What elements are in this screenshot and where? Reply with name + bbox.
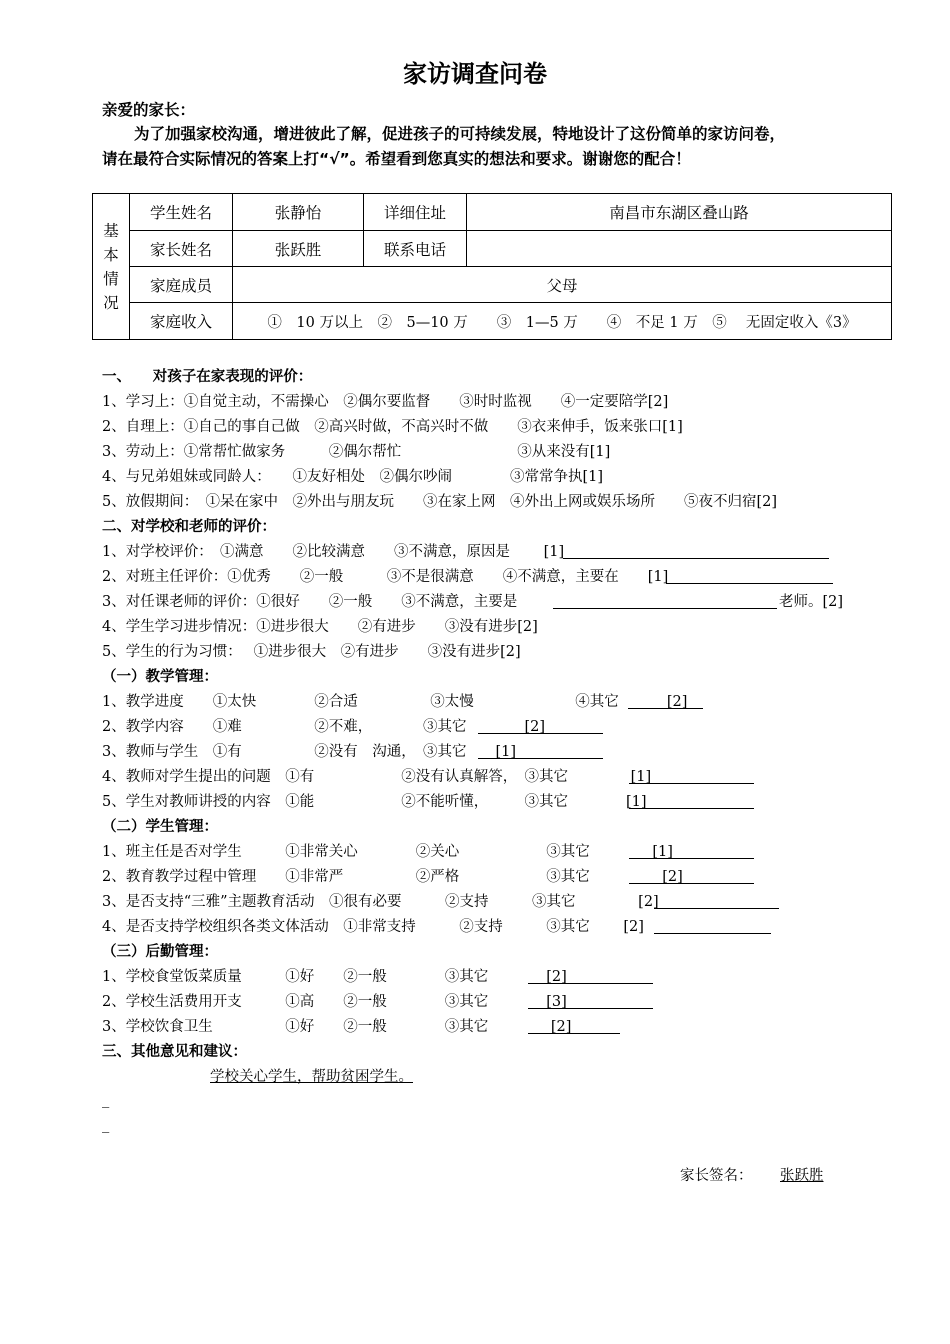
page-title: 家访调查问卷 bbox=[403, 60, 547, 88]
question-line: 2、学校生活费用开支 ①高 ②一般 ③其它 [3] bbox=[102, 994, 567, 1010]
greeting: 亲爱的家长： bbox=[102, 101, 196, 119]
address-label: 详细住址 bbox=[364, 194, 467, 231]
blank-line: _ bbox=[102, 1117, 110, 1133]
question-line: 1、学习上：①自觉主动，不需操心 ②偶尔要监督 ③时时监视 ④一定要陪学[2] bbox=[102, 394, 669, 410]
section-3-heading: 三、其他意见和建议： bbox=[102, 1043, 247, 1060]
phone bbox=[467, 231, 892, 267]
answer-underline bbox=[528, 983, 653, 984]
question-line: 3、是否支持“三雅”主题教育活动 ①很有必要 ②支持 ③其它 [2] bbox=[102, 894, 659, 910]
basic-info-side-label: 基 本 情 况 bbox=[93, 194, 130, 340]
question-line: 2、自理上：①自己的事自己做 ②高兴时做，不高兴时不做 ③衣来伸手，饭来张口[1] bbox=[102, 419, 683, 435]
question-line: 2、教育教学过程中管理 ①非常严 ②严格 ③其它 [2] bbox=[102, 869, 683, 885]
subsection-logistics-heading: （三）后勤管理： bbox=[102, 943, 218, 960]
parent-name: 张跃胜 bbox=[233, 231, 364, 267]
student-name: 张静怡 bbox=[233, 194, 364, 231]
question-line: 3、教师与学生 ①有 ②没有 沟通， ③其它 [1] bbox=[102, 744, 517, 760]
answer-underline bbox=[629, 883, 754, 884]
question-line: 2、教学内容 ①难 ②不难， ③其它 [2] bbox=[102, 719, 546, 735]
question-line: 3、劳动上：①常帮忙做家务 ②偶尔帮忙 ③从来没有[1] bbox=[102, 444, 611, 460]
answer-underline bbox=[629, 808, 754, 809]
answer-underline bbox=[628, 708, 703, 709]
answer-underline bbox=[654, 908, 779, 909]
question-line: 1、教学进度 ①太快 ②合适 ③太慢 ④其它 [2] bbox=[102, 694, 688, 710]
intro-line-1: 为了加强家校沟通，增进彼此了解，促进孩子的可持续发展，特地设计了这份简单的家访问卷， bbox=[134, 125, 786, 143]
parent-name-label: 家长姓名 bbox=[130, 231, 233, 267]
student-name-label: 学生姓名 bbox=[130, 194, 233, 231]
answer-underline bbox=[553, 608, 777, 609]
question-line-tail: 老师。[2] bbox=[779, 594, 844, 610]
question-line: 5、放假期间： ①呆在家中 ②外出与朋友玩 ③在家上网 ④外出上网或娱乐场所 ⑤夜不归宿[2] bbox=[102, 494, 778, 510]
suggestion-answer: 学校关心学生，帮助贫困学生。 bbox=[210, 1069, 413, 1085]
income-options: ① 10 万以上 ② 5—10 万 ③ 1—5 万 ④ 不足 1 万 ⑤ 无固定收入《3》 bbox=[233, 303, 892, 340]
answer-underline bbox=[629, 858, 754, 859]
subsection-student-heading: （二）学生管理： bbox=[102, 818, 218, 835]
question-line: 4、教师对学生提出的问题 ①有 ②没有认真解答， ③其它 [1] bbox=[102, 769, 652, 785]
blank-line: _ bbox=[102, 1092, 110, 1108]
signature-label: 家长签名： bbox=[680, 1168, 753, 1184]
basic-info-table bbox=[92, 193, 892, 340]
parent-signature: 张跃胜 bbox=[780, 1168, 824, 1184]
intro-line-2: 请在最符合实际情况的答案上打“√”。希望看到您真实的想法和要求。谢谢您的配合！ bbox=[102, 150, 691, 168]
family-members-label: 家庭成员 bbox=[130, 267, 233, 303]
address: 南昌市东湖区叠山路 bbox=[467, 194, 892, 231]
question-line: 4、是否支持学校组织各类文体活动 ①非常支持 ②支持 ③其它 [2] bbox=[102, 919, 644, 935]
question-line: 3、学校饮食卫生 ①好 ②一般 ③其它 [2] bbox=[102, 1019, 572, 1035]
question-line: 1、学校食堂饭菜质量 ①好 ②一般 ③其它 [2] bbox=[102, 969, 567, 985]
answer-underline bbox=[528, 1033, 620, 1034]
section-1-heading: 一、 对孩子在家表现的评价： bbox=[102, 368, 313, 385]
question-line: 3、对任课老师的评价：①很好 ②一般 ③不满意，主要是 bbox=[102, 594, 518, 610]
answer-underline bbox=[478, 758, 603, 759]
income-label: 家庭收入 bbox=[130, 303, 233, 340]
family-members: 父母 bbox=[233, 267, 892, 303]
question-line: 5、学生的行为习惯： ①进步很大 ②有进步 ③没有进步[2] bbox=[102, 644, 521, 660]
answer-underline bbox=[478, 733, 603, 734]
answer-underline bbox=[563, 558, 829, 559]
answer-underline bbox=[654, 933, 771, 934]
question-line: 1、对学校评价： ①满意 ②比较满意 ③不满意，原因是 [1] bbox=[102, 544, 565, 560]
section-2-heading: 二、对学校和老师的评价： bbox=[102, 518, 276, 535]
answer-underline bbox=[629, 783, 754, 784]
question-line: 4、学生学习进步情况：①进步很大 ②有进步 ③没有进步[2] bbox=[102, 619, 538, 635]
subsection-teaching-heading: （一）教学管理： bbox=[102, 668, 218, 685]
question-line: 5、学生对教师讲授的内容 ①能 ②不能听懂， ③其它 [1] bbox=[102, 794, 647, 810]
question-line: 4、与兄弟姐妹或同龄人： ①友好相处 ②偶尔吵闹 ③常常争执[1] bbox=[102, 469, 604, 485]
phone-label: 联系电话 bbox=[364, 231, 467, 267]
question-line: 1、班主任是否对学生 ①非常关心 ②关心 ③其它 [1] bbox=[102, 844, 673, 860]
answer-underline bbox=[528, 1008, 653, 1009]
answer-underline bbox=[666, 583, 833, 584]
question-line: 2、对班主任评价：①优秀 ②一般 ③不是很满意 ④不满意，主要在 [1] bbox=[102, 569, 669, 585]
